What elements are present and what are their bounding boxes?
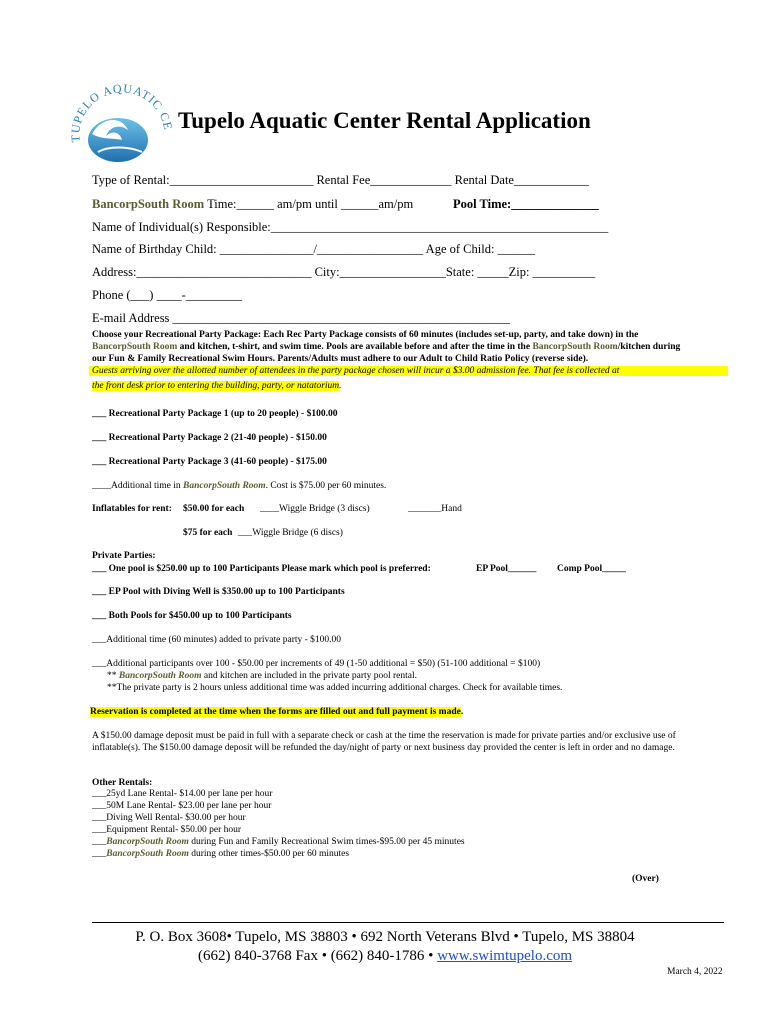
reservation-text: Reservation is completed at the time when the forms are filled out and full payment is made — [90, 707, 461, 717]
wiggle-bridge-6-option[interactable]: ___Wiggle Bridge (6 discs) — [238, 528, 343, 538]
room-time-line[interactable] — [92, 197, 413, 212]
ep-diving-option[interactable]: ___ EP Pool with Diving Well is $350.00 up to 100 Participants — [92, 587, 345, 597]
wave-logo-icon — [62, 72, 177, 172]
blank-line: ___ — [92, 837, 107, 847]
room-label: BancorpSouth Room — [118, 671, 202, 681]
private-note-1 — [107, 671, 417, 681]
time-field[interactable]: Time:______ am/pm until ______am/pm — [204, 197, 414, 211]
ep-pool-option[interactable]: EP Pool______ — [476, 564, 537, 574]
additional-time-text: ____Additional time in — [92, 481, 184, 491]
pool-time-field[interactable]: Pool Time:______________ — [453, 197, 599, 211]
room-label: BancorpSouth Room — [106, 849, 189, 859]
comp-pool-option[interactable]: Comp Pool_____ — [557, 564, 626, 574]
package-intro-line2 — [92, 342, 680, 352]
package-option-1[interactable]: ___ Recreational Party Package 1 (up to 20 people) - $100.00 — [92, 409, 338, 419]
room-rental-text: during other times-$50.00 per 60 minutes — [188, 849, 350, 859]
room-label: BancorpSouth Room — [92, 342, 178, 352]
both-pools-option[interactable]: ___ Both Pools for $450.00 up to 100 Participants — [92, 611, 292, 621]
additional-time-text: . Cost is $75.00 per 60 minutes. — [265, 481, 387, 491]
one-pool-option[interactable]: ___ One pool is $250.00 up to 100 Participants Please mark which pool is preferred: — [92, 564, 431, 574]
note-text: and kitchen are included in the private party pool rental. — [201, 671, 418, 681]
rental-type-line[interactable]: Type of Rental:_______________________ Rental Fee_____________ Rental Date____________ — [92, 173, 589, 187]
footer-address: P. O. Box 3608• Tupelo, MS 38803 • 692 North Veterans Blvd • Tupelo, MS 38804 — [135, 929, 635, 945]
logo — [62, 72, 177, 172]
phone-field[interactable]: Phone (___) ____-_________ — [92, 288, 242, 302]
diving-well-option[interactable]: ___Diving Well Rental- $30.00 per hour — [92, 813, 246, 823]
additional-time-option[interactable] — [92, 481, 386, 491]
note-text: ** — [107, 671, 119, 681]
blank-line: ___ — [92, 849, 107, 859]
room-rental-other-option[interactable] — [92, 849, 349, 859]
private-parties-heading: Private Parties: — [92, 551, 156, 561]
room-rental-swim-option[interactable] — [92, 837, 465, 847]
room-rental-text: during Fun and Family Recreational Swim times-$95.00 per 45 minutes — [188, 837, 465, 847]
additional-participants-option[interactable]: ___Additional participants over 100 - $50.00 per increments of 49 (1-50 additional = $50) (51-100 additional = $100) — [92, 659, 541, 669]
hand-option[interactable]: _______Hand — [408, 504, 462, 514]
responsible-field[interactable]: Name of Individual(s) Responsible:______________________________________________________ — [92, 220, 609, 234]
admission-notice-text: the front desk prior to entering the building, party, or natatorium — [92, 381, 340, 391]
inflatables-label: Inflatables for rent: — [92, 504, 172, 514]
website-link[interactable]: www.swimtupelo.com — [437, 948, 573, 964]
document-date: March 4, 2022 — [667, 967, 723, 977]
footer-contact — [0, 948, 770, 965]
reservation-notice: Reservation is completed at the time when the forms are filled out and full payment is made. — [90, 707, 464, 717]
over-label: (Over) — [632, 874, 659, 884]
admission-notice-line1: Guests arriving over the allotted number of attendees in the party package chosen will incur a $3.00 admission fee. That fee is collected at — [89, 366, 728, 376]
lane-25yd-option[interactable]: ___25yd Lane Rental- $14.00 per lane per hour — [92, 789, 273, 799]
room-label: BancorpSouth Room — [532, 342, 618, 352]
package-intro-line1: Choose your Recreational Party Package: Each Rec Party Package consists of 60 minutes (includes set-up, party, and take down) in the — [92, 330, 639, 340]
page-title: Tupelo Aquatic Center Rental Application — [178, 108, 591, 133]
intro-text: /kitchen during — [617, 342, 681, 352]
address-field[interactable]: Address:____________________________ City:_________________State: _____Zip: __________ — [92, 265, 596, 279]
birthday-child-field[interactable]: Name of Birthday Child: _______________/_________________ Age of Child: ______ — [92, 242, 536, 256]
email-field[interactable]: E-mail Address ______________________________________________________ — [92, 311, 511, 325]
footer-phone: (662) 840-3768 Fax • (662) 840-1786 • — [197, 948, 438, 964]
room-label: BancorpSouth Room — [106, 837, 189, 847]
private-additional-time-option[interactable]: ___Additional time (60 minutes) added to private party - $100.00 — [92, 635, 342, 645]
room-label: BancorpSouth Room — [183, 481, 266, 491]
lane-50m-option[interactable]: ___50M Lane Rental- $23.00 per lane per hour — [92, 801, 272, 811]
package-option-3[interactable]: ___ Recreational Party Package 3 (41-60 people) - $175.00 — [92, 457, 327, 467]
other-rentals-heading: Other Rentals: — [92, 778, 153, 788]
deposit-line-2: inflatable(s). The $150.00 damage deposit will be refunded the day/night of party or next business day provided the center is left in order and no damage. — [92, 743, 675, 753]
footer-divider — [92, 922, 724, 923]
package-option-2[interactable]: ___ Recreational Party Package 2 (21-40 people) - $150.00 — [92, 433, 327, 443]
admission-notice-line2: the front desk prior to entering the building, party, or natatorium. — [92, 381, 342, 391]
private-note-2: **The private party is 2 hours unless additional time was added incurring additional charges. Check for available times. — [107, 683, 563, 693]
logo-text: TUPELO AQUATIC CE — [68, 81, 176, 143]
deposit-line-1: A $150.00 damage deposit must be paid in full with a separate check or cash at the time the reservation is made for private parties and/or exclusive use of — [92, 731, 676, 741]
intro-text: and kitchen, t-shirt, and swim time. Pools are available before and after the time in the — [177, 342, 533, 352]
room-label: BancorpSouth Room — [92, 197, 205, 211]
inflatable-price-75: $75 for each — [183, 528, 233, 538]
inflatable-price-50: $50.00 for each — [183, 504, 245, 514]
equipment-option[interactable]: ___Equipment Rental- $50.00 per hour — [92, 825, 242, 835]
package-intro-line3: our Fun & Family Recreational Swim Hours. Parents/Adults must adhere to our Adult to Child Ratio Policy (reverse side). — [92, 354, 589, 364]
wiggle-bridge-3-option[interactable]: ____Wiggle Bridge (3 discs) — [260, 504, 370, 514]
